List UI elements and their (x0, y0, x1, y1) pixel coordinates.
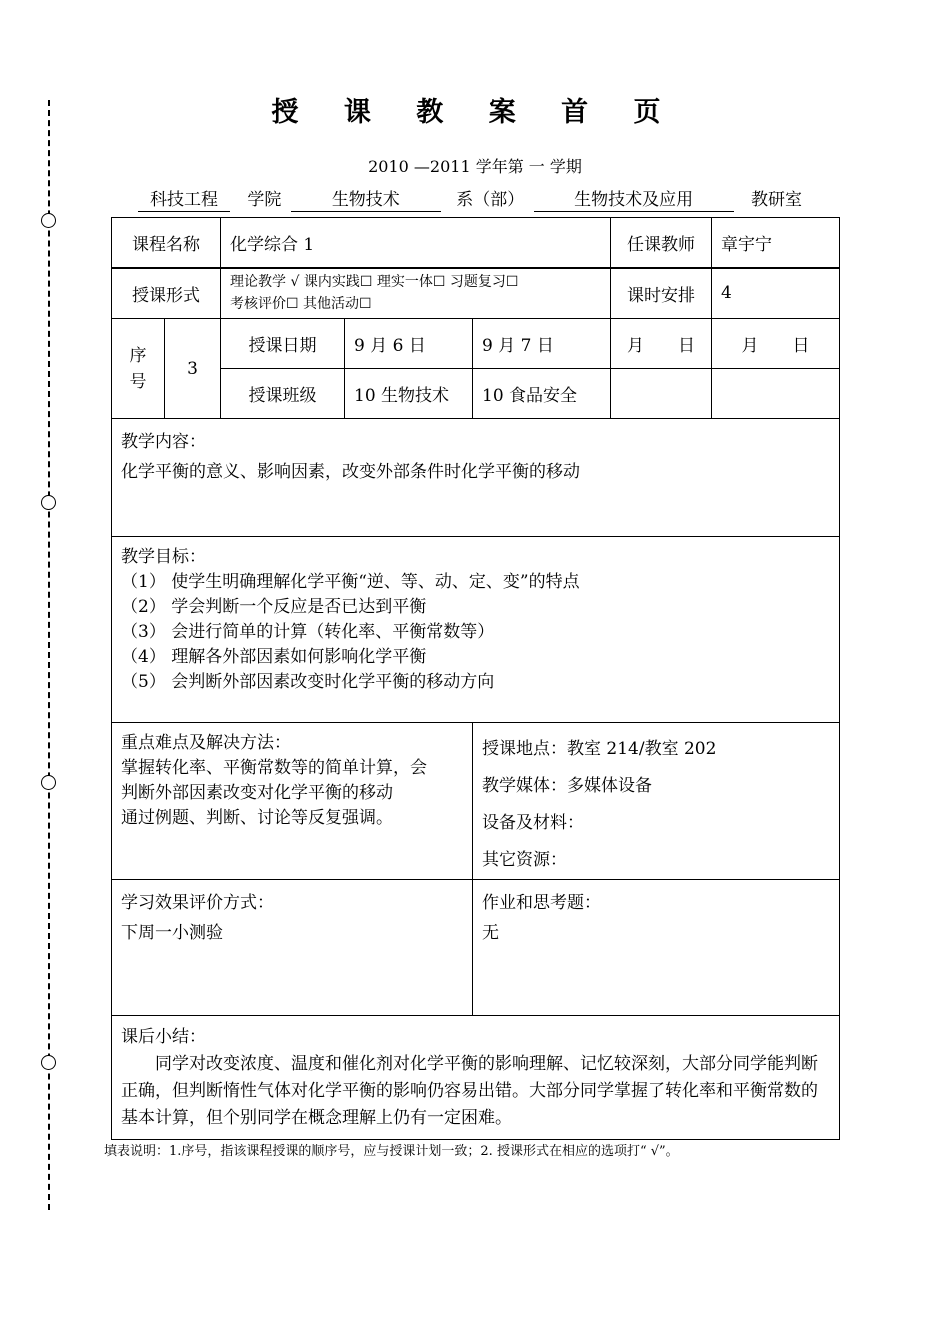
teacher-value: 章宇宁 (712, 218, 840, 268)
goal-item: （4） 理解各外部因素如何影响化学平衡 (121, 647, 427, 667)
summary-label: 课后小结： (121, 1027, 206, 1047)
teaching-form-label: 授课形式 (112, 268, 221, 319)
homework-text: 无 (482, 923, 499, 943)
class-cell-1: 10 生物技术 (345, 369, 473, 419)
homework-cell (473, 880, 840, 1016)
semester-line: 2010 —2011 学年第 一 学期 (368, 157, 582, 176)
goal-item: （2） 学会判断一个反应是否已达到平衡 (121, 597, 427, 617)
sequence-label (112, 319, 165, 419)
date-cell-4: 月 日 (712, 319, 840, 369)
class-cell-2: 10 食品安全 (473, 369, 611, 419)
class-cell-4 (712, 369, 840, 419)
class-label: 授课班级 (221, 369, 345, 419)
teaching-form-options (221, 268, 611, 319)
teaching-media: 教学媒体：多媒体设备 (482, 776, 652, 796)
office-label: 教研室 (751, 190, 803, 210)
teaching-goals-label: 教学目标： (121, 547, 206, 567)
binding-hole (41, 775, 56, 790)
class-cell-3 (611, 369, 712, 419)
homework-label: 作业和思考题： (482, 893, 601, 913)
goal-item: （3） 会进行简单的计算（转化率、平衡常数等） (121, 622, 495, 642)
course-name-label: 课程名称 (112, 218, 221, 268)
evaluation-cell (112, 880, 473, 1016)
evaluation-text: 下周一小测验 (121, 923, 223, 943)
hours-value: 4 (712, 268, 840, 319)
lesson-plan-table (111, 217, 840, 1140)
teaching-form-options-line1: 理论教学 √ 课内实践☐ 理实一体☐ 习题复习☐ (230, 274, 519, 291)
goal-item: （1） 使学生明确理解化学平衡“逆、等、动、定、变”的特点 (121, 572, 580, 592)
college-value: 科技工程 (138, 185, 230, 212)
college-label: 学院 (247, 190, 282, 210)
office-value: 生物技术及应用 (534, 185, 734, 212)
resources-cell (473, 723, 840, 880)
key-points-cell (112, 723, 473, 880)
department-value: 生物技术 (291, 185, 441, 212)
department-line (138, 185, 802, 212)
summary-cell (112, 1016, 840, 1140)
date-cell-1: 9 月 6 日 (345, 319, 473, 369)
page-title: 授 课 教 案 首 页 (271, 97, 679, 128)
goal-item: （5） 会判断外部因素改变时化学平衡的移动方向 (121, 672, 495, 692)
teaching-content-cell (112, 419, 840, 537)
course-name-value: 化学综合 1 (221, 218, 611, 268)
hours-label: 课时安排 (611, 268, 712, 319)
evaluation-label: 学习效果评价方式： (121, 893, 274, 913)
sequence-label-char1: 序 (129, 345, 147, 366)
key-points-line2: 判断外部因素改变对化学平衡的移动 (121, 783, 393, 803)
binding-hole (41, 495, 56, 510)
date-label: 授课日期 (221, 319, 345, 369)
binding-hole (41, 1055, 56, 1070)
teaching-content-text: 化学平衡的意义、影响因素，改变外部条件时化学平衡的移动 (121, 462, 580, 482)
footnote: 填表说明：1.序号，指该课程授课的顺序号，应与授课计划一致；2. 授课形式在相应的选项打“ √”。 (104, 1144, 679, 1159)
key-points-line3: 通过例题、判断、讨论等反复强调。 (121, 808, 393, 828)
teaching-form-options-line2: 考核评价☐ 其他活动☐ (230, 296, 372, 313)
date-cell-3: 月 日 (611, 319, 712, 369)
key-points-label: 重点难点及解决方法： (121, 733, 291, 753)
department-label: 系（部） (456, 190, 525, 210)
date-cell-2: 9 月 7 日 (473, 319, 611, 369)
sequence-label-char2: 号 (129, 371, 147, 392)
binding-line (48, 100, 50, 1210)
key-points-line1: 掌握转化率、平衡常数等的简单计算，会 (121, 758, 427, 778)
teacher-label: 任课教师 (611, 218, 712, 268)
binding-hole (41, 213, 56, 228)
other-resources: 其它资源： (482, 850, 567, 870)
summary-text: 同学对改变浓度、温度和催化剂对化学平衡的影响理解、记忆较深刻，大部分同学能判断正确，但判断惰性气体对化学平衡的影响仍容易出错。大部分同学掌握了转化率和平衡常数的基本计算，但个别同学在概念理解上仍有一定困难。 (121, 1054, 818, 1128)
teaching-place: 授课地点：教室 214/教室 202 (482, 739, 717, 759)
sequence-value: 3 (165, 319, 221, 419)
teaching-goals-cell (112, 537, 840, 723)
equipment-materials: 设备及材料： (482, 813, 584, 833)
teaching-content-label: 教学内容： (121, 432, 206, 452)
